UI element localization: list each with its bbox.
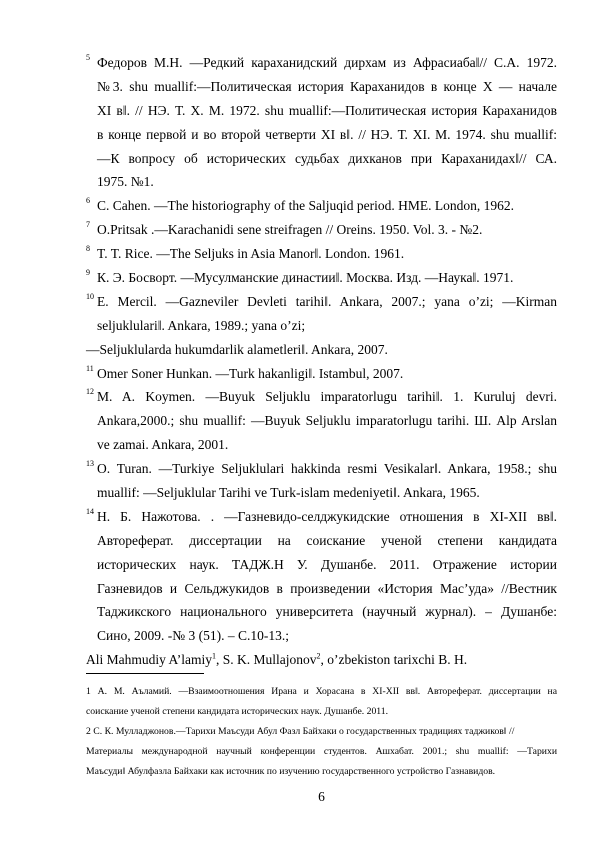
reference-line: Omer Soner Hunkan. ―Turk hakanligi‖. Istambul, 2007. <box>97 365 404 381</box>
reference-line: O. Turan. ―Turkiye Seljuklulari hakkinda resmi Vesikalar‖. Ankara, 1958.; shu <box>97 461 557 477</box>
reference-number: 8 <box>86 244 90 254</box>
footnote-2-line <box>86 722 557 742</box>
reference-number: 14 <box>86 506 94 516</box>
footnote-1-line <box>86 682 557 702</box>
author-line-text: , o’zbekiston tarixchi B. H. <box>320 652 468 668</box>
author-line <box>86 648 557 672</box>
reference-line: Н. Б. Нажотова. . ―Газневидо-селджукидские отношения в XI-XII вв‖. <box>97 508 557 524</box>
reference-line: в конце первой и во второй четверти XI в‖. // НЭ. Т. XI. М. 1974. shu muallif: <box>97 126 557 142</box>
reference-number: 11 <box>86 363 94 373</box>
footnote-ref-1: 1 <box>212 651 216 661</box>
reference-line: Ankara,2000.; shu muallif: ―Buyuk Seljuklu imparatorlugu tarihi. Ш. Alp Arslan <box>97 413 557 429</box>
reference-line: C. Cahen. ―The historiography of the Saljuqid period. HME. London, 1962. <box>97 198 514 214</box>
reference-text <box>97 362 557 386</box>
reference-9 <box>86 266 557 290</box>
reference-line: ―К вопросу об исторических судьбах дихканов при Караханидах‖// СА. <box>97 150 557 166</box>
footnotes <box>86 682 557 782</box>
footnote-ref-2: 2 <box>316 651 321 661</box>
footnote-text: С. К. Мулладжонов.―Тарихи Маъсуди Абул Фазл Байхаки о государственных традициях таджиков‖ // <box>93 726 515 737</box>
reference-text <box>97 218 557 242</box>
reference-text <box>97 385 557 457</box>
reference-line: 1975. №1. <box>97 174 154 190</box>
footnote-text: А. М. Аъламий. ―Взаимоотношения Ирана и Хорасана в XI-XII вв‖. Автореферат. диссертации на <box>97 686 558 697</box>
reference-text <box>97 290 557 338</box>
author-line-text: , S. K. Mullajonov <box>216 652 317 668</box>
reference-11 <box>86 362 557 386</box>
page-number: 6 <box>318 789 325 804</box>
reference-line: XI в‖. // НЭ. Т. X. М. 1972. shu muallif:―Политическая история Караханидов <box>97 102 557 118</box>
reference-line: исторических наук. ТАДЖ.Н У. Душанбе. 2011. Отражение истории <box>97 556 557 572</box>
footnote-separator <box>86 673 204 674</box>
reference-text <box>97 505 557 648</box>
reference-line: Федоров М.Н. ―Редкий караханидский дирхам из Афрасиаба‖// С.А. 1972. <box>97 55 557 70</box>
reference-text <box>97 51 557 194</box>
reference-line: E. Mercil. ―Gazneviler Devleti tarihi‖. Ankara, 2007.; yana o’zi; ―Kirman <box>97 293 557 309</box>
reference-number: 12 <box>86 387 94 397</box>
reference-line: Таджикского национального университета (научный журнал). – Душанбе: <box>97 604 557 620</box>
reference-number: 6 <box>86 196 90 206</box>
reference-number: 5 <box>86 53 90 62</box>
reference-number: 9 <box>86 268 90 278</box>
reference-13 <box>86 457 557 505</box>
reference-number: 10 <box>86 291 94 301</box>
reference-14 <box>86 505 557 648</box>
reference-line: Газневидов и Сельджукидов в произведении «История Мас’уда» //Вестник <box>97 580 557 596</box>
reference-line: seljuklulari‖. Ankara, 1989.; yana o’zi; <box>97 317 306 333</box>
footnote-1-line: соискание ученой степени кандидата исторических наук. Душанбе. 2011. <box>86 706 389 717</box>
reference-line: ve zamai. Ankara, 2001. <box>97 437 229 453</box>
reference-text <box>97 242 557 266</box>
reference-list <box>86 51 557 672</box>
reference-line: К. Э. Босворт. ―Мусулманские династии‖. Москва. Изд. ―Наука‖. 1971. <box>97 270 514 286</box>
reference-line: T. T. Rice. ―The Seljuks in Asia Manor‖. London. 1961. <box>97 246 405 262</box>
reference-line: Автореферат. диссертации на соискание ученой степени кандидата <box>97 532 557 548</box>
reference-line: muallif: ―Seljuklular Tarihi ve Turk-islam medeniyeti‖. Ankara, 1965. <box>97 485 480 501</box>
reference-line: M. A. Koymen. ―Buyuk Seljuklu imparatorlugu tarihi‖. 1. Kuruluj devri. <box>97 389 557 405</box>
author-line-text: Ali Mahmudiy A’lamiy <box>86 652 212 668</box>
footnote-2-line: Маъсуди‖ Абулфазла Байхаки как источник по изучению государственного устройство Газнавидов. <box>86 766 496 777</box>
reference-6 <box>86 194 557 218</box>
footnote-number: 1 <box>86 686 91 697</box>
footnote-number: 2 <box>86 726 91 737</box>
reference-text <box>97 194 557 218</box>
reference-12 <box>86 385 557 457</box>
reference-number: 7 <box>86 220 90 230</box>
reference-text <box>97 457 557 505</box>
reference-line: Сино, 2009. -№ 3 (51). – С.10-13.; <box>97 628 289 644</box>
reference-7 <box>86 218 557 242</box>
reference-line: №3. shu muallif:―Политическая история Караханидов в конце X ― начале <box>97 78 557 94</box>
reference-number: 13 <box>86 459 94 469</box>
reference-text <box>97 266 557 290</box>
reference-line: O.Pritsak .―Karachanidi sene streifragen // Oreins. 1950. Vol. 3. - №2. <box>97 222 483 238</box>
reference-5 <box>86 51 557 194</box>
reference-8 <box>86 242 557 266</box>
reference-continuation-line: ―Seljuklularda hukumdarlik alametleri‖. Ankara, 2007. <box>86 341 388 357</box>
footnote-2-line: Материалы международной научный конференции студентов. Ашхабат. 2001.; shu muallif: ―Тарихи <box>86 746 557 757</box>
reference-10 <box>86 290 557 338</box>
